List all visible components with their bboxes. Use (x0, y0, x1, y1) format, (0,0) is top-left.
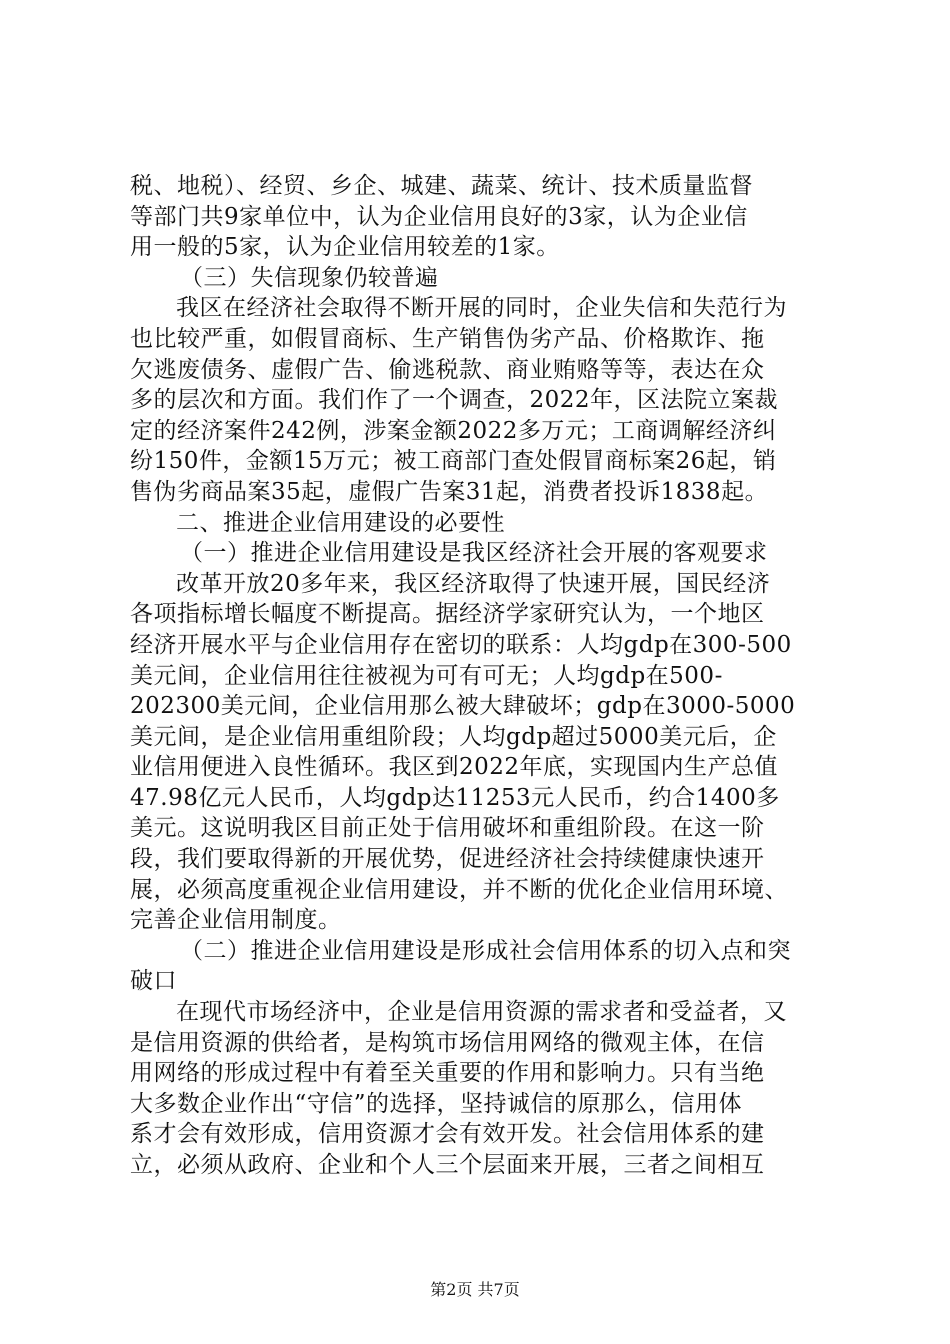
text-line: 在现代市场经济中，企业是信用资源的需求者和受益者，又 (176, 999, 787, 1026)
text-line: 也比较严重，如假冒商标、生产销售伪劣产品、价格欺诈、拖 (130, 325, 765, 352)
text-line: 美元。这说明我区目前正处于信用破坏和重组阶段。在这一阶 (130, 815, 765, 842)
text-line: 段，我们要取得新的开展优势，促进经济社会持续健康快速开 (130, 846, 765, 873)
page-footer: 第2页 共7页 (430, 1280, 520, 1299)
text-line: 等部门共9家单位中，认为企业信用良好的3家，认为企业信 (130, 203, 748, 230)
text-line: 202300美元间，企业信用那么被大肆破坏；gdp在3000-5000 (130, 693, 796, 720)
text-line: 业信用便进入良性循环。我区到2022年底，实现国内生产总值 (130, 754, 779, 781)
text-line: 我区在经济社会取得不断开展的同时，企业失信和失范行为 (176, 295, 787, 322)
text-line: 是信用资源的供给者，是构筑市场信用网络的微观主体，在信 (130, 1029, 765, 1056)
text-line: 多的层次和方面。我们作了一个调查，2022年，区法院立案裁 (130, 387, 779, 414)
section-heading: （二）推进企业信用建设是形成社会信用体系的切入点和突 (180, 937, 791, 964)
text-line: 经济开展水平与企业信用存在密切的联系：人均gdp在300-500 (130, 631, 792, 658)
section-heading: （三）失信现象仍较普遍 (180, 264, 439, 291)
text-line: 美元间，企业信用往往被视为可有可无；人均gdp在500- (130, 662, 723, 689)
text-line: 美元间，是企业信用重组阶段；人均gdp超过5000美元后，企 (130, 723, 777, 750)
text-line: 大多数企业作出“守信”的选择，坚持诚信的原那么，信用体 (130, 1090, 743, 1117)
text-line: 47.98亿元人民币，人均gdp达11253元人民币，约合1400多 (130, 784, 780, 811)
text-line: 系才会有效形成，信用资源才会有效开发。社会信用体系的建 (130, 1121, 765, 1148)
text-line: 定的经济案件242例，涉案金额2022多万元；工商调解经济纠 (130, 417, 777, 444)
text-line: 纷150件，金额15万元；被工商部门查处假冒商标案26起，销 (130, 448, 777, 475)
text-line: 展，必须高度重视企业信用建设，并不断的优化企业信用环境、 (130, 876, 788, 903)
text-line: 各项指标增长幅度不断提高。据经济学家研究认为，一个地区 (130, 601, 765, 628)
text-line: 用网络的形成过程中有着至关重要的作用和影响力。只有当绝 (130, 1060, 765, 1087)
section-heading: 二、推进企业信用建设的必要性 (176, 509, 505, 536)
text-line: 欠逃废债务、虚假广告、偷逃税款、商业贿赂等等，表达在众 (130, 356, 765, 383)
text-line: 破口 (130, 968, 177, 995)
document-body (130, 171, 830, 1181)
text-line: 立，必须从政府、企业和个人三个层面来开展，三者之间相互 (130, 1152, 765, 1178)
text-line: 用一般的5家，认为企业信用较差的1家。 (130, 234, 560, 261)
text-line: 税、地税）、经贸、乡企、城建、蔬菜、统计、技术质量监督 (130, 173, 753, 199)
text-line: 完善企业信用制度。 (130, 907, 342, 934)
text-line: 改革开放20多年来，我区经济取得了快速开展，国民经济 (176, 570, 771, 597)
section-heading: （一）推进企业信用建设是我区经济社会开展的客观要求 (180, 540, 768, 567)
text-line: 售伪劣商品案35起，虚假广告案31起，消费者投诉1838起。 (130, 478, 769, 505)
